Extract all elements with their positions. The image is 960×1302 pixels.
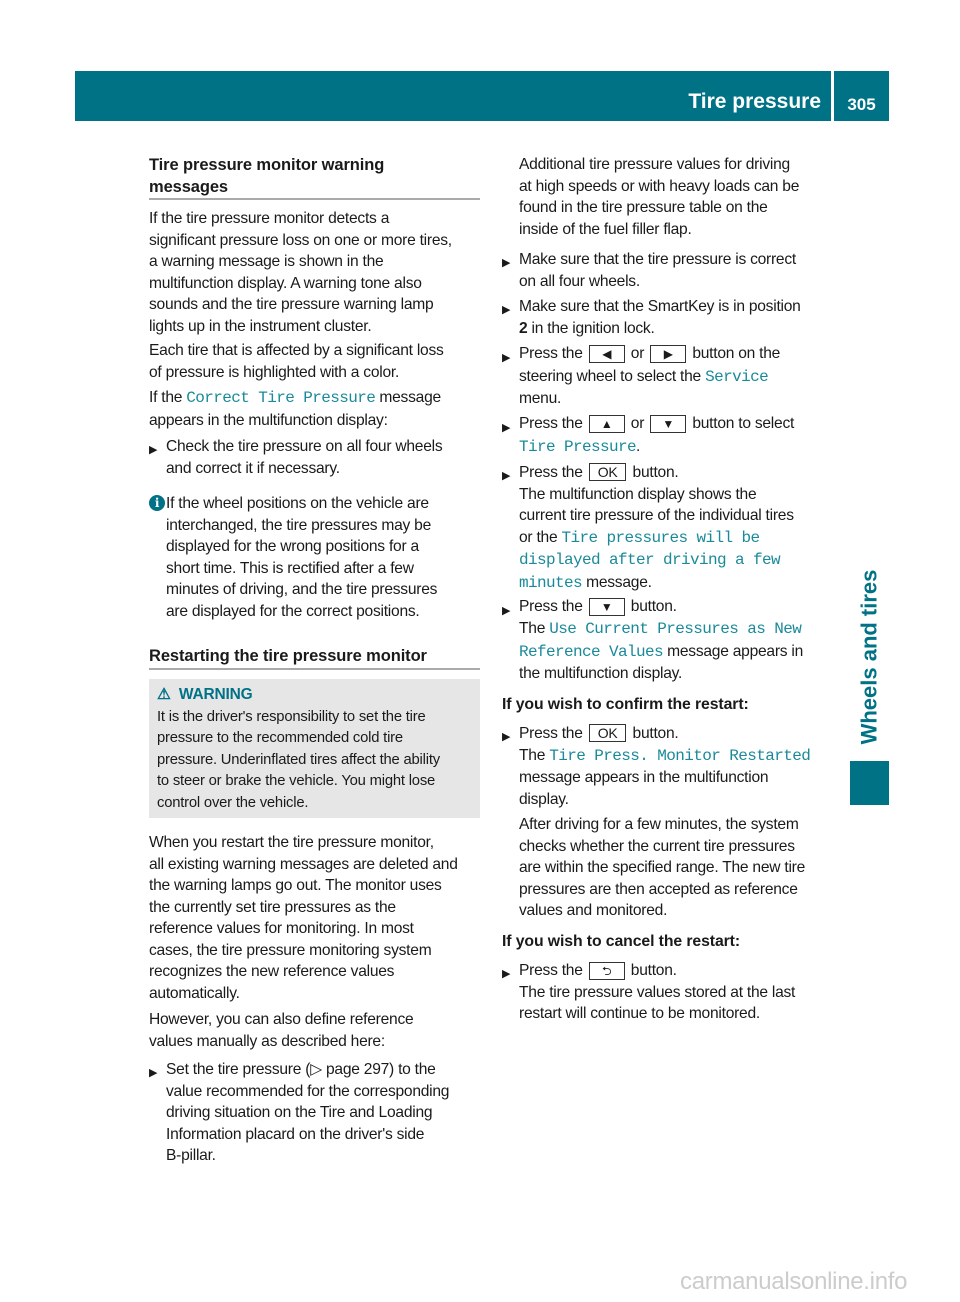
text: Press the <box>519 345 587 362</box>
bullet-item <box>149 1059 485 1167</box>
text: Make sure that the SmartKey is in position <box>519 298 801 315</box>
text: in the ignition lock. <box>527 319 655 337</box>
paragraph <box>502 154 838 240</box>
display-message: Use Current Pressures as New Reference Values <box>519 620 802 661</box>
text: button. The <box>519 725 679 764</box>
text: Set the tire pressure (▷ page 297) to the value recommended for the corresponding driving situation on the Tire and Loading Information placard on the driver's side B-pillar. <box>166 1061 450 1164</box>
bullet-text <box>519 725 810 808</box>
bullet-text <box>519 962 795 1022</box>
text: button to select <box>692 415 795 432</box>
text: Additional tire pressure values for driving at high speeds or with heavy loads can be found in the tire pressure table on the inside of the fuel filler flap. <box>519 156 800 238</box>
text: Make sure that the tire pressure is correct on all four wheels. <box>519 251 796 290</box>
bullet-arrow-icon: ▶ <box>502 470 511 482</box>
display-message: Service <box>705 367 769 386</box>
bullet-arrow-icon: ▶ <box>502 731 511 743</box>
watermark: carmanualsonline.info <box>680 1268 908 1295</box>
bullet-text <box>519 251 796 290</box>
bullet-item <box>502 723 838 810</box>
bullet-item <box>502 296 838 339</box>
bullet-item <box>502 462 838 594</box>
paragraph <box>149 387 485 431</box>
text: button. The <box>519 598 677 638</box>
bullet-item <box>502 596 838 685</box>
bullet-text <box>519 598 803 682</box>
text: . <box>636 437 641 455</box>
heading-cancel-restart: If you wish to cancel the restart: <box>502 933 740 950</box>
side-tab <box>846 560 892 754</box>
steering-button-symbol: ◀ <box>589 345 625 363</box>
bullet-text <box>166 438 442 477</box>
bullet-arrow-icon: ▶ <box>502 422 511 434</box>
heading-restarting: Restarting the tire pressure monitor <box>149 647 427 665</box>
bullet-item <box>502 960 838 1025</box>
text: When you restart the tire pressure monitor, all existing warning messages are deleted and the warning lamps go out. The monitor uses the currently set tire pressures as the reference values for monitoring. In most cases, the tire pressure monitoring system recognizes the new reference values automatically. <box>149 834 458 1002</box>
text: message appears in the multifunction display: <box>149 389 441 429</box>
paragraph <box>149 340 485 383</box>
text: message appears in the multifunction display. <box>519 642 804 682</box>
text: However, you can also define reference values manually as described here: <box>149 1011 414 1050</box>
bullet-text <box>519 298 801 337</box>
text: or <box>626 345 649 362</box>
bullet-item <box>502 413 838 458</box>
steering-button-symbol: ▼ <box>589 598 625 616</box>
steering-button-symbol: ▲ <box>589 415 625 433</box>
text: If the tire pressure monitor detects a significant pressure loss on one or more tires, a warning message is shown in the multifunction display. A warning tone also sounds and the tire pressure warning lamp lights up in the instrument cluster. <box>149 210 452 335</box>
warning-icon: ⚠ <box>157 686 179 703</box>
bullet-arrow-icon: ▶ <box>502 304 511 316</box>
paragraph <box>149 208 485 337</box>
display-message: Tire Press. Monitor Restarted <box>549 746 811 765</box>
display-message: Tire pressures will be displayed after driving a few minutes <box>519 528 781 592</box>
text: Each tire that is affected by a significant loss of pressure is highlighted with a color. <box>149 342 444 381</box>
section-title: Tire pressure <box>688 90 821 113</box>
text: or <box>626 415 649 432</box>
bullet-item <box>502 343 838 411</box>
text: button. The tire pressure values stored at the last restart will continue to be monitored. <box>519 962 796 1022</box>
text: button. The multifunction display shows the current tire pressure of the individual tires or the <box>519 464 794 546</box>
bullet-text <box>519 464 794 591</box>
steering-button-symbol: OK <box>589 724 627 742</box>
steering-button-symbol: ⮌ <box>589 962 625 980</box>
bullet-arrow-icon: ▶ <box>149 444 158 456</box>
display-message: Tire Pressure <box>519 437 637 456</box>
steering-button-symbol: ▼ <box>650 415 686 433</box>
text: Press the <box>519 962 587 979</box>
bold-text: 2 <box>519 319 528 337</box>
side-tab-label: Wheels and tires <box>856 569 881 745</box>
info-icon: i <box>149 495 165 511</box>
page-number: 305 <box>834 71 889 121</box>
text: After driving for a few minutes, the system checks whether the current tire pressures are within the specified range. The new tire pressures are then accepted as reference values and monitored. <box>519 816 806 919</box>
text: Press the <box>519 598 587 615</box>
warning-title: WARNING <box>178 686 253 703</box>
text: If the <box>149 389 187 406</box>
paragraph <box>149 1009 485 1052</box>
steering-button-symbol: ▶ <box>650 345 686 363</box>
text: button on the steering wheel to select the <box>519 345 781 385</box>
text: If the wheel positions on the vehicle are interchanged, the tire pressures may be displayed for the wrong positions for a short time. This is rectified after a few minutes of driving, and the tire pressures are displayed for the correct positions. <box>166 495 438 620</box>
text: menu. <box>519 390 562 407</box>
text: Check the tire pressure on all four wheels and correct it if necessary. <box>166 438 443 477</box>
side-tab-marker <box>850 761 889 805</box>
bullet-arrow-icon: ▶ <box>502 352 511 364</box>
info-note <box>149 493 485 622</box>
divider <box>149 198 480 200</box>
text: Press the <box>519 725 587 742</box>
bullet-arrow-icon: ▶ <box>502 605 511 617</box>
display-message: Correct Tire Pressure <box>186 389 376 407</box>
bullet-item <box>149 436 485 479</box>
divider <box>149 668 480 670</box>
bullet-arrow-icon: ▶ <box>502 968 511 980</box>
info-text <box>166 495 437 620</box>
warning-text: It is the driver's responsibility to set the tire pressure to the recommended cold tire pressure. Underinflated tires affect the ability to steer or brake the vehicle. You might lose control over the vehicle. <box>157 708 440 811</box>
steering-button-symbol: OK <box>589 463 627 481</box>
text: message appears in the multifunction display. <box>519 769 769 808</box>
warning-box <box>149 679 480 818</box>
bullet-arrow-icon: ▶ <box>502 257 511 269</box>
bullet-text <box>166 1061 449 1164</box>
bullet-arrow-icon: ▶ <box>149 1067 158 1079</box>
bullet-item <box>502 249 838 292</box>
heading-warning-messages: Tire pressure monitor warning messages <box>149 156 385 196</box>
text: Press the <box>519 464 587 481</box>
header-bar <box>75 71 831 121</box>
paragraph <box>502 814 838 922</box>
bullet-text <box>519 415 794 455</box>
heading-confirm-restart: If you wish to confirm the restart: <box>502 696 749 713</box>
text: message. <box>582 573 652 591</box>
paragraph <box>149 832 485 1004</box>
bullet-text <box>519 345 780 407</box>
text: Press the <box>519 415 587 432</box>
